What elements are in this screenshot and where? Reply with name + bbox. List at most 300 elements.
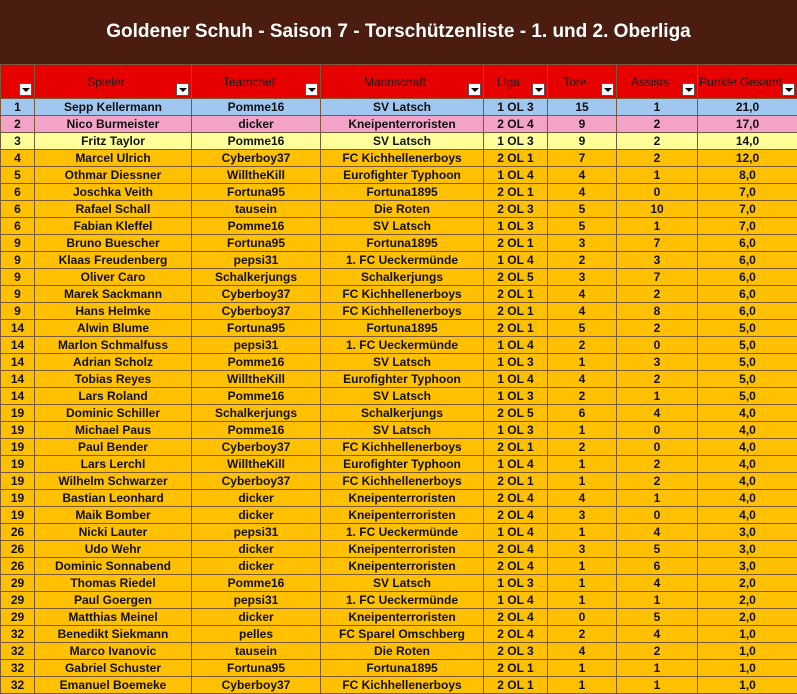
cell-player[interactable]: Alwin Blume [35, 320, 192, 337]
cell-team[interactable]: SV Latsch [321, 133, 484, 150]
cell-team[interactable]: Eurofighter Typhoon [321, 167, 484, 184]
cell-points[interactable]: 14,0 [698, 133, 797, 150]
cell-league[interactable]: 1 OL 3 [484, 575, 548, 592]
cell-goals[interactable]: 4 [548, 371, 617, 388]
cell-league[interactable]: 1 OL 4 [484, 592, 548, 609]
filter-dropdown-button[interactable] [682, 83, 695, 96]
cell-rank[interactable]: 32 [1, 626, 35, 643]
cell-teamchef[interactable]: WilltheKill [192, 371, 321, 388]
cell-assists[interactable]: 1 [617, 490, 698, 507]
cell-team[interactable]: 1. FC Ueckermünde [321, 252, 484, 269]
cell-goals[interactable]: 7 [548, 150, 617, 167]
cell-teamchef[interactable]: Fortuna95 [192, 235, 321, 252]
cell-player[interactable]: Marek Sackmann [35, 286, 192, 303]
cell-points[interactable]: 12,0 [698, 150, 797, 167]
cell-league[interactable]: 1 OL 4 [484, 252, 548, 269]
cell-rank[interactable]: 9 [1, 303, 35, 320]
cell-points[interactable]: 5,0 [698, 320, 797, 337]
cell-rank[interactable]: 9 [1, 269, 35, 286]
cell-player[interactable]: Dominic Schiller [35, 405, 192, 422]
cell-player[interactable]: Tobias Reyes [35, 371, 192, 388]
cell-assists[interactable]: 0 [617, 422, 698, 439]
cell-rank[interactable]: 19 [1, 456, 35, 473]
cell-team[interactable]: Kneipenterroristen [321, 558, 484, 575]
cell-player[interactable]: Benedikt Siekmann [35, 626, 192, 643]
cell-assists[interactable]: 0 [617, 337, 698, 354]
cell-goals[interactable]: 2 [548, 337, 617, 354]
cell-goals[interactable]: 3 [548, 235, 617, 252]
cell-player[interactable]: Bruno Buescher [35, 235, 192, 252]
cell-league[interactable]: 2 OL 4 [484, 541, 548, 558]
cell-team[interactable]: FC Kichhellenerboys [321, 150, 484, 167]
cell-league[interactable]: 1 OL 4 [484, 456, 548, 473]
cell-assists[interactable]: 3 [617, 252, 698, 269]
cell-assists[interactable]: 4 [617, 626, 698, 643]
cell-league[interactable]: 1 OL 4 [484, 337, 548, 354]
cell-points[interactable]: 6,0 [698, 303, 797, 320]
cell-player[interactable]: Michael Paus [35, 422, 192, 439]
cell-teamchef[interactable]: Cyberboy37 [192, 150, 321, 167]
cell-rank[interactable]: 19 [1, 507, 35, 524]
cell-rank[interactable]: 26 [1, 541, 35, 558]
cell-team[interactable]: FC Kichhellenerboys [321, 303, 484, 320]
cell-points[interactable]: 5,0 [698, 354, 797, 371]
cell-player[interactable]: Nicki Lauter [35, 524, 192, 541]
cell-goals[interactable]: 1 [548, 354, 617, 371]
cell-assists[interactable]: 2 [617, 116, 698, 133]
cell-team[interactable]: FC Kichhellenerboys [321, 473, 484, 490]
cell-rank[interactable]: 32 [1, 677, 35, 694]
cell-team[interactable]: Kneipenterroristen [321, 490, 484, 507]
cell-league[interactable]: 2 OL 1 [484, 473, 548, 490]
cell-rank[interactable]: 14 [1, 337, 35, 354]
cell-teamchef[interactable]: Pomme16 [192, 218, 321, 235]
cell-team[interactable]: FC Kichhellenerboys [321, 439, 484, 456]
cell-league[interactable]: 2 OL 1 [484, 677, 548, 694]
cell-team[interactable]: Schalkerjungs [321, 269, 484, 286]
cell-league[interactable]: 2 OL 3 [484, 643, 548, 660]
table-row[interactable] [1, 269, 797, 286]
cell-league[interactable]: 2 OL 4 [484, 507, 548, 524]
cell-points[interactable]: 4,0 [698, 473, 797, 490]
cell-player[interactable]: Marcel Ulrich [35, 150, 192, 167]
cell-player[interactable]: Dominic Sonnabend [35, 558, 192, 575]
cell-player[interactable]: Hans Helmke [35, 303, 192, 320]
cell-goals[interactable]: 2 [548, 388, 617, 405]
cell-player[interactable]: Paul Goergen [35, 592, 192, 609]
table-row[interactable] [1, 609, 797, 626]
cell-player[interactable]: Othmar Diessner [35, 167, 192, 184]
cell-team[interactable]: Kneipenterroristen [321, 116, 484, 133]
cell-rank[interactable]: 32 [1, 643, 35, 660]
cell-league[interactable]: 2 OL 1 [484, 660, 548, 677]
filter-dropdown-button[interactable] [176, 83, 189, 96]
cell-player[interactable]: Gabriel Schuster [35, 660, 192, 677]
cell-teamchef[interactable]: pepsi31 [192, 524, 321, 541]
cell-goals[interactable]: 2 [548, 439, 617, 456]
cell-league[interactable]: 2 OL 4 [484, 609, 548, 626]
cell-team[interactable]: Kneipenterroristen [321, 507, 484, 524]
cell-assists[interactable]: 1 [617, 660, 698, 677]
cell-points[interactable]: 4,0 [698, 405, 797, 422]
cell-league[interactable]: 1 OL 3 [484, 99, 548, 116]
cell-team[interactable]: SV Latsch [321, 218, 484, 235]
cell-goals[interactable]: 5 [548, 218, 617, 235]
cell-assists[interactable]: 1 [617, 592, 698, 609]
cell-assists[interactable]: 2 [617, 150, 698, 167]
cell-rank[interactable]: 4 [1, 150, 35, 167]
cell-assists[interactable]: 8 [617, 303, 698, 320]
cell-league[interactable]: 2 OL 1 [484, 184, 548, 201]
cell-league[interactable]: 2 OL 4 [484, 626, 548, 643]
table-row[interactable] [1, 150, 797, 167]
cell-points[interactable]: 1,0 [698, 660, 797, 677]
cell-league[interactable]: 2 OL 3 [484, 201, 548, 218]
table-row[interactable] [1, 660, 797, 677]
filter-dropdown-button[interactable] [782, 83, 795, 96]
cell-assists[interactable]: 4 [617, 524, 698, 541]
cell-goals[interactable]: 5 [548, 320, 617, 337]
cell-league[interactable]: 2 OL 4 [484, 490, 548, 507]
cell-rank[interactable]: 9 [1, 252, 35, 269]
cell-goals[interactable]: 1 [548, 677, 617, 694]
cell-player[interactable]: Adrian Scholz [35, 354, 192, 371]
table-row[interactable] [1, 286, 797, 303]
cell-teamchef[interactable]: dicker [192, 558, 321, 575]
cell-assists[interactable]: 2 [617, 371, 698, 388]
cell-teamchef[interactable]: Fortuna95 [192, 320, 321, 337]
cell-rank[interactable]: 1 [1, 99, 35, 116]
filter-dropdown-button[interactable] [19, 83, 32, 96]
filter-dropdown-button[interactable] [532, 83, 545, 96]
cell-player[interactable]: Maik Bomber [35, 507, 192, 524]
cell-goals[interactable]: 1 [548, 473, 617, 490]
cell-player[interactable]: Wilhelm Schwarzer [35, 473, 192, 490]
table-row[interactable] [1, 218, 797, 235]
cell-rank[interactable]: 26 [1, 558, 35, 575]
cell-player[interactable]: Paul Bender [35, 439, 192, 456]
cell-teamchef[interactable]: Fortuna95 [192, 660, 321, 677]
cell-assists[interactable]: 0 [617, 507, 698, 524]
cell-team[interactable]: 1. FC Ueckermünde [321, 592, 484, 609]
cell-teamchef[interactable]: dicker [192, 116, 321, 133]
cell-league[interactable]: 1 OL 3 [484, 133, 548, 150]
cell-teamchef[interactable]: tausein [192, 201, 321, 218]
cell-teamchef[interactable]: Cyberboy37 [192, 677, 321, 694]
cell-rank[interactable]: 14 [1, 354, 35, 371]
cell-teamchef[interactable]: tausein [192, 643, 321, 660]
cell-assists[interactable]: 2 [617, 643, 698, 660]
cell-teamchef[interactable]: WilltheKill [192, 167, 321, 184]
cell-league[interactable]: 1 OL 3 [484, 354, 548, 371]
cell-rank[interactable]: 3 [1, 133, 35, 150]
cell-goals[interactable]: 1 [548, 524, 617, 541]
table-row[interactable] [1, 422, 797, 439]
cell-points[interactable]: 21,0 [698, 99, 797, 116]
cell-rank[interactable]: 32 [1, 660, 35, 677]
cell-rank[interactable]: 9 [1, 286, 35, 303]
cell-teamchef[interactable]: Schalkerjungs [192, 405, 321, 422]
cell-assists[interactable]: 1 [617, 99, 698, 116]
cell-team[interactable]: FC Kichhellenerboys [321, 677, 484, 694]
cell-goals[interactable]: 1 [548, 422, 617, 439]
filter-dropdown-button[interactable] [468, 83, 481, 96]
table-row[interactable] [1, 371, 797, 388]
cell-team[interactable]: Kneipenterroristen [321, 541, 484, 558]
cell-teamchef[interactable]: Pomme16 [192, 575, 321, 592]
cell-teamchef[interactable]: Pomme16 [192, 99, 321, 116]
cell-points[interactable]: 1,0 [698, 626, 797, 643]
table-row[interactable] [1, 133, 797, 150]
table-row[interactable] [1, 405, 797, 422]
cell-league[interactable]: 2 OL 5 [484, 269, 548, 286]
cell-goals[interactable]: 2 [548, 252, 617, 269]
cell-points[interactable]: 4,0 [698, 422, 797, 439]
table-row[interactable] [1, 167, 797, 184]
cell-team[interactable]: SV Latsch [321, 99, 484, 116]
cell-rank[interactable]: 29 [1, 575, 35, 592]
cell-player[interactable]: Rafael Schall [35, 201, 192, 218]
cell-rank[interactable]: 19 [1, 439, 35, 456]
cell-rank[interactable]: 29 [1, 592, 35, 609]
cell-assists[interactable]: 5 [617, 609, 698, 626]
cell-league[interactable]: 2 OL 4 [484, 116, 548, 133]
cell-points[interactable]: 4,0 [698, 456, 797, 473]
table-row[interactable] [1, 439, 797, 456]
table-row[interactable] [1, 303, 797, 320]
cell-rank[interactable]: 6 [1, 184, 35, 201]
cell-assists[interactable]: 2 [617, 286, 698, 303]
cell-points[interactable]: 17,0 [698, 116, 797, 133]
cell-league[interactable]: 2 OL 1 [484, 320, 548, 337]
cell-goals[interactable]: 4 [548, 286, 617, 303]
cell-assists[interactable]: 1 [617, 167, 698, 184]
cell-assists[interactable]: 10 [617, 201, 698, 218]
cell-league[interactable]: 1 OL 3 [484, 388, 548, 405]
cell-assists[interactable]: 2 [617, 473, 698, 490]
cell-league[interactable]: 1 OL 3 [484, 218, 548, 235]
cell-teamchef[interactable]: dicker [192, 541, 321, 558]
cell-team[interactable]: SV Latsch [321, 422, 484, 439]
cell-points[interactable]: 6,0 [698, 269, 797, 286]
cell-goals[interactable]: 9 [548, 116, 617, 133]
cell-goals[interactable]: 6 [548, 405, 617, 422]
cell-player[interactable]: Fritz Taylor [35, 133, 192, 150]
cell-rank[interactable]: 6 [1, 218, 35, 235]
cell-player[interactable]: Sepp Kellermann [35, 99, 192, 116]
cell-player[interactable]: Lars Lerchl [35, 456, 192, 473]
cell-team[interactable]: FC Kichhellenerboys [321, 286, 484, 303]
cell-points[interactable]: 5,0 [698, 337, 797, 354]
table-row[interactable] [1, 473, 797, 490]
cell-assists[interactable]: 2 [617, 456, 698, 473]
table-row[interactable] [1, 524, 797, 541]
cell-goals[interactable]: 1 [548, 660, 617, 677]
cell-points[interactable]: 5,0 [698, 371, 797, 388]
cell-team[interactable]: Fortuna1895 [321, 235, 484, 252]
cell-rank[interactable]: 9 [1, 235, 35, 252]
cell-team[interactable]: Eurofighter Typhoon [321, 456, 484, 473]
cell-assists[interactable]: 0 [617, 439, 698, 456]
cell-teamchef[interactable]: Pomme16 [192, 133, 321, 150]
cell-rank[interactable]: 29 [1, 609, 35, 626]
cell-rank[interactable]: 14 [1, 388, 35, 405]
table-row[interactable] [1, 592, 797, 609]
table-row[interactable] [1, 320, 797, 337]
table-row[interactable] [1, 558, 797, 575]
cell-team[interactable]: Fortuna1895 [321, 660, 484, 677]
cell-goals[interactable]: 3 [548, 541, 617, 558]
cell-assists[interactable]: 6 [617, 558, 698, 575]
cell-player[interactable]: Joschka Veith [35, 184, 192, 201]
cell-player[interactable]: Lars Roland [35, 388, 192, 405]
cell-goals[interactable]: 1 [548, 558, 617, 575]
cell-teamchef[interactable]: Pomme16 [192, 354, 321, 371]
cell-team[interactable]: Die Roten [321, 201, 484, 218]
cell-points[interactable]: 6,0 [698, 252, 797, 269]
cell-team[interactable]: Eurofighter Typhoon [321, 371, 484, 388]
cell-rank[interactable]: 6 [1, 201, 35, 218]
cell-goals[interactable]: 4 [548, 643, 617, 660]
table-row[interactable] [1, 99, 797, 116]
cell-teamchef[interactable]: pelles [192, 626, 321, 643]
cell-team[interactable]: 1. FC Ueckermünde [321, 524, 484, 541]
cell-teamchef[interactable]: Cyberboy37 [192, 286, 321, 303]
cell-assists[interactable]: 5 [617, 541, 698, 558]
cell-league[interactable]: 2 OL 1 [484, 303, 548, 320]
cell-league[interactable]: 2 OL 1 [484, 150, 548, 167]
cell-player[interactable]: Fabian Kleffel [35, 218, 192, 235]
cell-team[interactable]: SV Latsch [321, 575, 484, 592]
table-row[interactable] [1, 507, 797, 524]
cell-teamchef[interactable]: Cyberboy37 [192, 473, 321, 490]
cell-goals[interactable]: 4 [548, 490, 617, 507]
filter-dropdown-button[interactable] [305, 83, 318, 96]
table-row[interactable] [1, 643, 797, 660]
cell-teamchef[interactable]: pepsi31 [192, 252, 321, 269]
cell-points[interactable]: 7,0 [698, 184, 797, 201]
cell-team[interactable]: Kneipenterroristen [321, 609, 484, 626]
cell-points[interactable]: 5,0 [698, 388, 797, 405]
cell-teamchef[interactable]: Pomme16 [192, 388, 321, 405]
cell-assists[interactable]: 2 [617, 320, 698, 337]
cell-league[interactable]: 1 OL 4 [484, 371, 548, 388]
cell-teamchef[interactable]: WilltheKill [192, 456, 321, 473]
cell-points[interactable]: 3,0 [698, 541, 797, 558]
cell-points[interactable]: 6,0 [698, 286, 797, 303]
cell-teamchef[interactable]: Cyberboy37 [192, 439, 321, 456]
cell-league[interactable]: 2 OL 5 [484, 405, 548, 422]
cell-league[interactable]: 1 OL 3 [484, 422, 548, 439]
cell-player[interactable]: Bastian Leonhard [35, 490, 192, 507]
cell-points[interactable]: 4,0 [698, 507, 797, 524]
table-row[interactable] [1, 456, 797, 473]
cell-goals[interactable]: 4 [548, 167, 617, 184]
cell-league[interactable]: 1 OL 4 [484, 167, 548, 184]
cell-goals[interactable]: 3 [548, 507, 617, 524]
cell-assists[interactable]: 4 [617, 575, 698, 592]
filter-dropdown-button[interactable] [601, 83, 614, 96]
table-row[interactable] [1, 201, 797, 218]
cell-team[interactable]: Schalkerjungs [321, 405, 484, 422]
cell-rank[interactable]: 14 [1, 320, 35, 337]
table-row[interactable] [1, 677, 797, 694]
cell-league[interactable]: 2 OL 1 [484, 235, 548, 252]
table-row[interactable] [1, 184, 797, 201]
cell-teamchef[interactable]: Cyberboy37 [192, 303, 321, 320]
cell-league[interactable]: 2 OL 1 [484, 439, 548, 456]
cell-teamchef[interactable]: Schalkerjungs [192, 269, 321, 286]
cell-assists[interactable]: 7 [617, 235, 698, 252]
table-row[interactable] [1, 116, 797, 133]
cell-rank[interactable]: 5 [1, 167, 35, 184]
table-row[interactable] [1, 337, 797, 354]
cell-goals[interactable]: 1 [548, 592, 617, 609]
cell-goals[interactable]: 1 [548, 456, 617, 473]
cell-rank[interactable]: 26 [1, 524, 35, 541]
cell-points[interactable]: 1,0 [698, 643, 797, 660]
cell-points[interactable]: 6,0 [698, 235, 797, 252]
cell-player[interactable]: Oliver Caro [35, 269, 192, 286]
cell-goals[interactable]: 15 [548, 99, 617, 116]
cell-player[interactable]: Matthias Meinel [35, 609, 192, 626]
cell-player[interactable]: Nico Burmeister [35, 116, 192, 133]
cell-goals[interactable]: 2 [548, 626, 617, 643]
cell-points[interactable]: 8,0 [698, 167, 797, 184]
cell-goals[interactable]: 9 [548, 133, 617, 150]
cell-player[interactable]: Klaas Freudenberg [35, 252, 192, 269]
cell-goals[interactable]: 4 [548, 303, 617, 320]
cell-teamchef[interactable]: dicker [192, 490, 321, 507]
cell-rank[interactable]: 19 [1, 422, 35, 439]
table-row[interactable] [1, 626, 797, 643]
cell-teamchef[interactable]: Fortuna95 [192, 184, 321, 201]
cell-team[interactable]: FC Sparel Omschberg [321, 626, 484, 643]
cell-points[interactable]: 1,0 [698, 677, 797, 694]
table-row[interactable] [1, 354, 797, 371]
cell-points[interactable]: 4,0 [698, 439, 797, 456]
cell-team[interactable]: Die Roten [321, 643, 484, 660]
cell-teamchef[interactable]: dicker [192, 507, 321, 524]
cell-goals[interactable]: 3 [548, 269, 617, 286]
cell-teamchef[interactable]: Pomme16 [192, 422, 321, 439]
cell-rank[interactable]: 2 [1, 116, 35, 133]
table-row[interactable] [1, 490, 797, 507]
cell-points[interactable]: 2,0 [698, 575, 797, 592]
cell-player[interactable]: Thomas Riedel [35, 575, 192, 592]
cell-rank[interactable]: 19 [1, 473, 35, 490]
cell-player[interactable]: Marlon Schmalfuss [35, 337, 192, 354]
cell-teamchef[interactable]: pepsi31 [192, 337, 321, 354]
cell-assists[interactable]: 3 [617, 354, 698, 371]
cell-player[interactable]: Emanuel Boemeke [35, 677, 192, 694]
cell-assists[interactable]: 4 [617, 405, 698, 422]
cell-assists[interactable]: 2 [617, 133, 698, 150]
cell-team[interactable]: SV Latsch [321, 388, 484, 405]
cell-points[interactable]: 2,0 [698, 609, 797, 626]
cell-goals[interactable]: 4 [548, 184, 617, 201]
cell-league[interactable]: 2 OL 4 [484, 558, 548, 575]
cell-assists[interactable]: 0 [617, 184, 698, 201]
cell-assists[interactable]: 1 [617, 218, 698, 235]
cell-points[interactable]: 7,0 [698, 218, 797, 235]
cell-points[interactable]: 7,0 [698, 201, 797, 218]
cell-points[interactable]: 3,0 [698, 558, 797, 575]
cell-player[interactable]: Udo Wehr [35, 541, 192, 558]
cell-league[interactable]: 2 OL 1 [484, 286, 548, 303]
cell-rank[interactable]: 19 [1, 490, 35, 507]
cell-league[interactable]: 1 OL 4 [484, 524, 548, 541]
